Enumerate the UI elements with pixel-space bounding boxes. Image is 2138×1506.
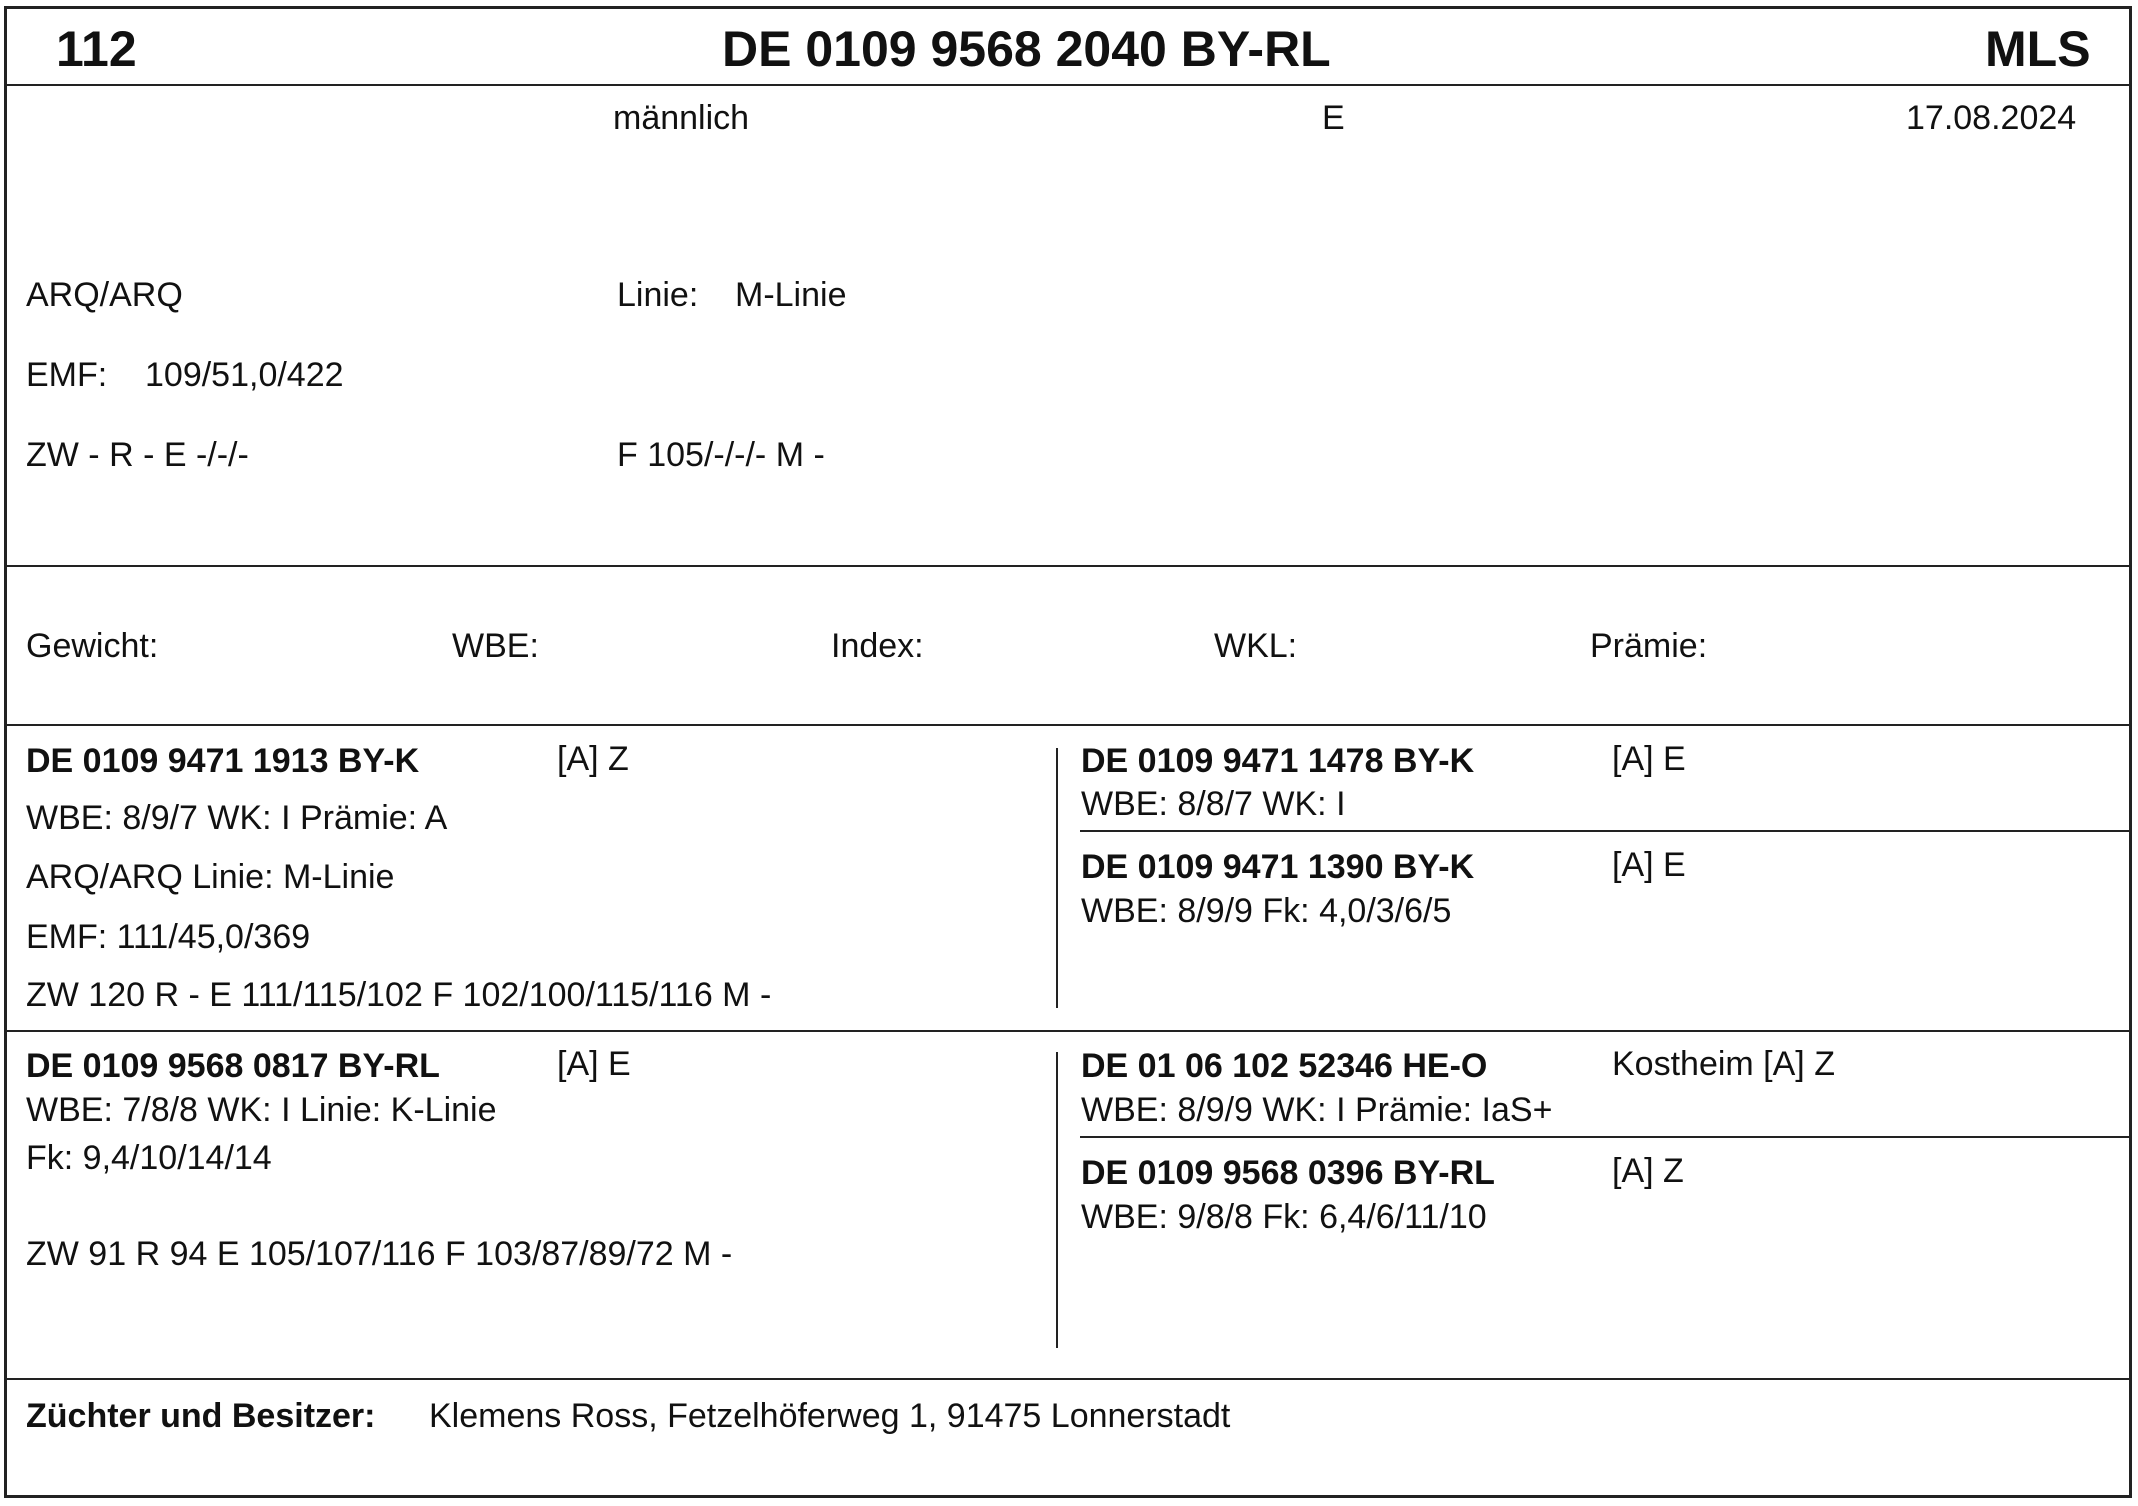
breeder-label: Züchter und Besitzer: <box>26 1397 376 1435</box>
animal-f-values: F 105/-/-/- M - <box>617 436 825 474</box>
animal-class: E <box>1322 99 1345 137</box>
divider-sire-vertical <box>1056 748 1058 1008</box>
animal-date: 17.08.2024 <box>1906 99 2077 137</box>
divider-dam-vertical <box>1056 1052 1058 1348</box>
sire-id: DE 0109 9471 1913 BY-K <box>26 742 420 780</box>
sire-sire-tags: [A] E <box>1612 740 1686 778</box>
animal-line-label: Linie: <box>617 276 699 314</box>
dam-sire-id: DE 01 06 102 52346 HE-O <box>1081 1047 1488 1085</box>
sire-line-2: ARQ/ARQ Linie: M-Linie <box>26 858 395 896</box>
divider-header <box>4 84 2132 86</box>
sire-dam-tags: [A] E <box>1612 846 1686 884</box>
divider-breeder <box>4 1378 2132 1380</box>
animal-line-value: M-Linie <box>735 276 847 314</box>
sire-dam-id: DE 0109 9471 1390 BY-K <box>1081 848 1475 886</box>
animal-id: DE 0109 9568 2040 BY-RL <box>722 21 1331 77</box>
dam-dam-id: DE 0109 9568 0396 BY-RL <box>1081 1154 1495 1192</box>
sire-line-3: EMF: 111/45,0/369 <box>26 918 311 956</box>
dam-sire-tags: Kostheim [A] Z <box>1612 1045 1835 1083</box>
rating-index-label: Index: <box>831 627 924 665</box>
dam-line-2: Fk: 9,4/10/14/14 <box>26 1139 272 1177</box>
animal-emf-value: 109/51,0/422 <box>145 356 344 394</box>
sire-sire-id: DE 0109 9471 1478 BY-K <box>1081 742 1475 780</box>
dam-tags: [A] E <box>557 1045 631 1083</box>
catalog-number: 112 <box>56 21 137 77</box>
rating-gewicht-label: Gewicht: <box>26 627 159 665</box>
sire-sire-line-1: WBE: 8/8/7 WK: I <box>1081 785 1346 823</box>
dam-line-3: ZW 91 R 94 E 105/107/116 F 103/87/89/72 M - <box>26 1235 733 1273</box>
divider-sire-grandparents <box>1080 830 2132 832</box>
dam-line-1: WBE: 7/8/8 WK: I Linie: K-Linie <box>26 1091 497 1129</box>
dam-id: DE 0109 9568 0817 BY-RL <box>26 1047 440 1085</box>
breed: MLS <box>1985 21 2091 77</box>
divider-dam-grandparents <box>1080 1136 2132 1138</box>
dam-dam-line-1: WBE: 9/8/8 Fk: 6,4/6/11/10 <box>1081 1198 1487 1236</box>
animal-zw: ZW - R - E -/-/- <box>26 436 249 474</box>
animal-emf-label: EMF: <box>26 356 108 394</box>
animal-sex: männlich <box>613 99 750 137</box>
sire-line-1: WBE: 8/9/7 WK: I Prämie: A <box>26 799 448 837</box>
divider-parents <box>4 1030 2132 1032</box>
rating-wkl-label: WKL: <box>1214 627 1298 665</box>
divider-animal <box>4 565 2132 567</box>
dam-dam-tags: [A] Z <box>1612 1152 1684 1190</box>
sire-dam-line-1: WBE: 8/9/9 Fk: 4,0/3/6/5 <box>1081 892 1452 930</box>
sire-tags: [A] Z <box>557 740 629 778</box>
rating-praemie-label: Prämie: <box>1590 627 1708 665</box>
dam-sire-line-1: WBE: 8/9/9 WK: I Prämie: IaS+ <box>1081 1091 1553 1129</box>
breeder-value: Klemens Ross, Fetzelhöferweg 1, 91475 Lonnerstadt <box>429 1397 1231 1435</box>
animal-genotype: ARQ/ARQ <box>26 276 183 314</box>
rating-wbe-label: WBE: <box>452 627 539 665</box>
sire-line-4: ZW 120 R - E 111/115/102 F 102/100/115/116 M - <box>26 976 772 1014</box>
divider-ratings <box>4 724 2132 726</box>
